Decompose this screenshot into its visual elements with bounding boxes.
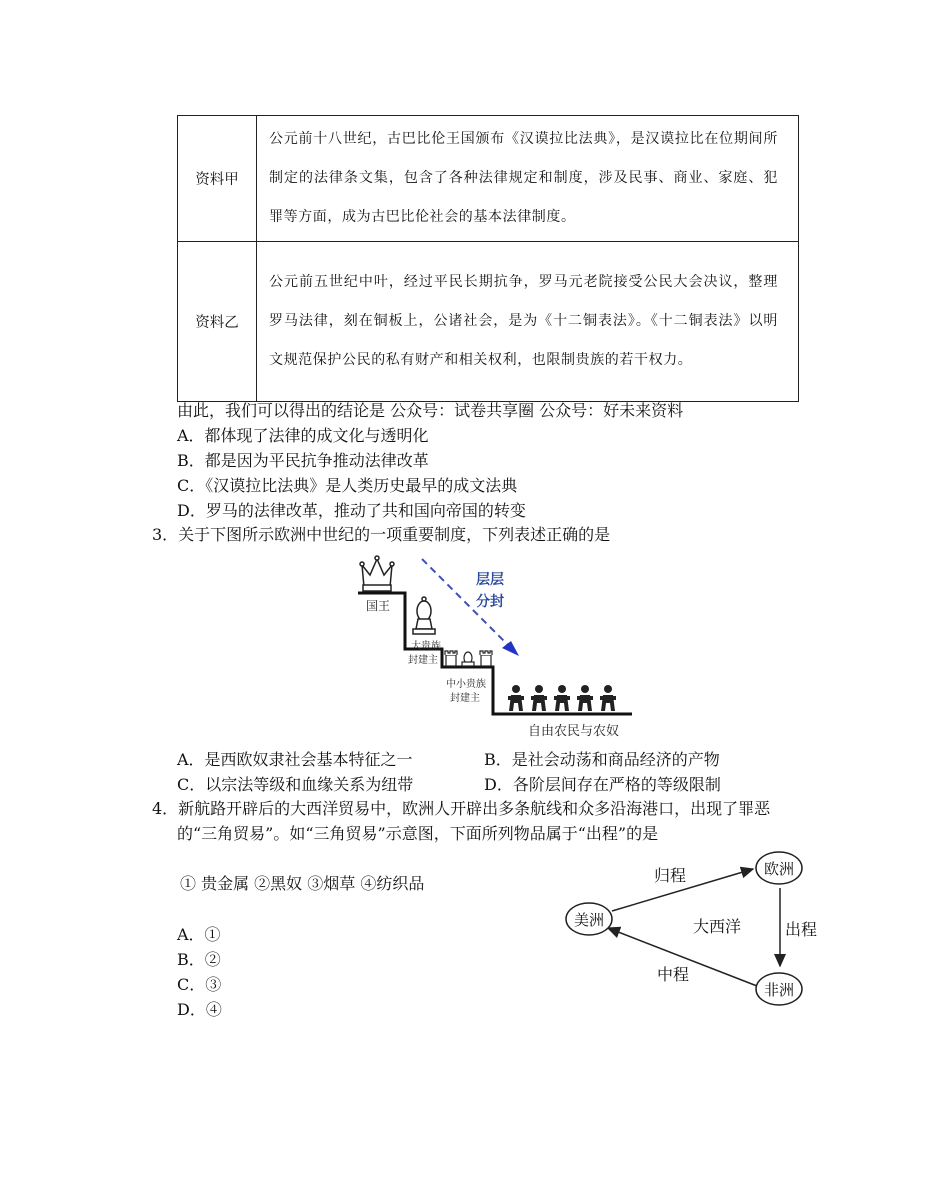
question-stem-line-2: 的“三角贸易”。如“三角贸易”示意图，下面所列物品属于“出程”的是 [177,824,659,843]
rook-icon [445,651,457,666]
table-row [178,242,799,402]
label-outbound: 出程 [785,920,818,939]
label-small-noble: 中小贵族 [446,679,486,690]
option-a: A．都体现了法律的成文化与透明化 [177,426,429,445]
source-text: 公元前五世纪中叶，经过平民长期抗争，罗马元老院接受公民大会决议，整理罗马法律，刻在铜板上，公诸社会，是为《十二铜表法》。《十二铜表法》以明文规范保护公民的私有财产和相关权利，也限制贵族的若干权力。 [257,242,799,402]
option-b: B．② [177,950,221,969]
option-d: D．罗马的法律改革，推动了共和国向帝国的转变 [177,501,526,520]
feudal-hierarchy-figure [350,551,632,741]
arrow-label-2: 分封 [476,594,504,610]
arrow-label-1: 层层 [476,572,504,588]
option-b: B．是社会动荡和商品经济的产物 [484,750,720,769]
option-a: A．是西欧奴隶社会基本特征之一 [177,750,413,769]
label-europe: 欧洲 [763,860,795,878]
option-c: C．《汉谟拉比法典》是人类历史最早的成文法典 [177,476,518,495]
source-table [177,115,799,402]
label-middle: 中程 [657,965,690,984]
label-ocean: 大西洋 [693,917,742,936]
question-stem: 由此，我们可以得出的结论是 公众号：试卷共享圈 公众号：好未来资料 [177,401,684,420]
item-list: ① 贵金属 ②黑奴 ③烟草 ④纺织品 [180,874,425,893]
label-peasants: 自由农民与农奴 [528,724,620,739]
label-small-noble-lord: 封建主 [450,693,480,704]
question-stem: 3．关于下图所示欧洲中世纪的一项重要制度，下列表述正确的是 [152,525,611,544]
label-big-noble: 大贵族 [411,641,441,652]
option-d: D．各阶层间存在严格的等级限制 [484,775,721,794]
label-return: 归程 [654,866,687,885]
source-text: 公元前十八世纪，古巴比伦王国颁布《汉谟拉比法典》，是汉谟拉比在位期间所制定的法律条文集，包含了各种法律规定和制度，涉及民事、商业、家庭、犯罪等方面，成为古巴比伦社会的基本法律制度。 [257,116,799,242]
question-stem-line-1: 4．新航路开辟后的大西洋贸易中，欧洲人开辟出多条航线和众多沿海港口，出现了罪恶 [152,799,771,818]
label-africa: 非洲 [763,981,795,999]
label-king: 国王 [366,599,391,613]
option-b: B．都是因为平民抗争推动法律改革 [177,451,429,470]
label-big-noble-lord: 封建主 [408,655,438,666]
source-label: 资料乙 [178,242,257,402]
option-d: D．④ [177,1000,222,1019]
source-label: 资料甲 [178,116,257,242]
rook-icon [480,651,492,666]
option-c: C．③ [177,975,222,994]
label-america: 美洲 [573,911,605,929]
table-row [178,116,799,242]
option-a: A．① [177,925,221,944]
triangle-trade-diagram [560,848,825,1008]
option-c: C．以宗法等级和血缘关系为纽带 [177,775,414,794]
